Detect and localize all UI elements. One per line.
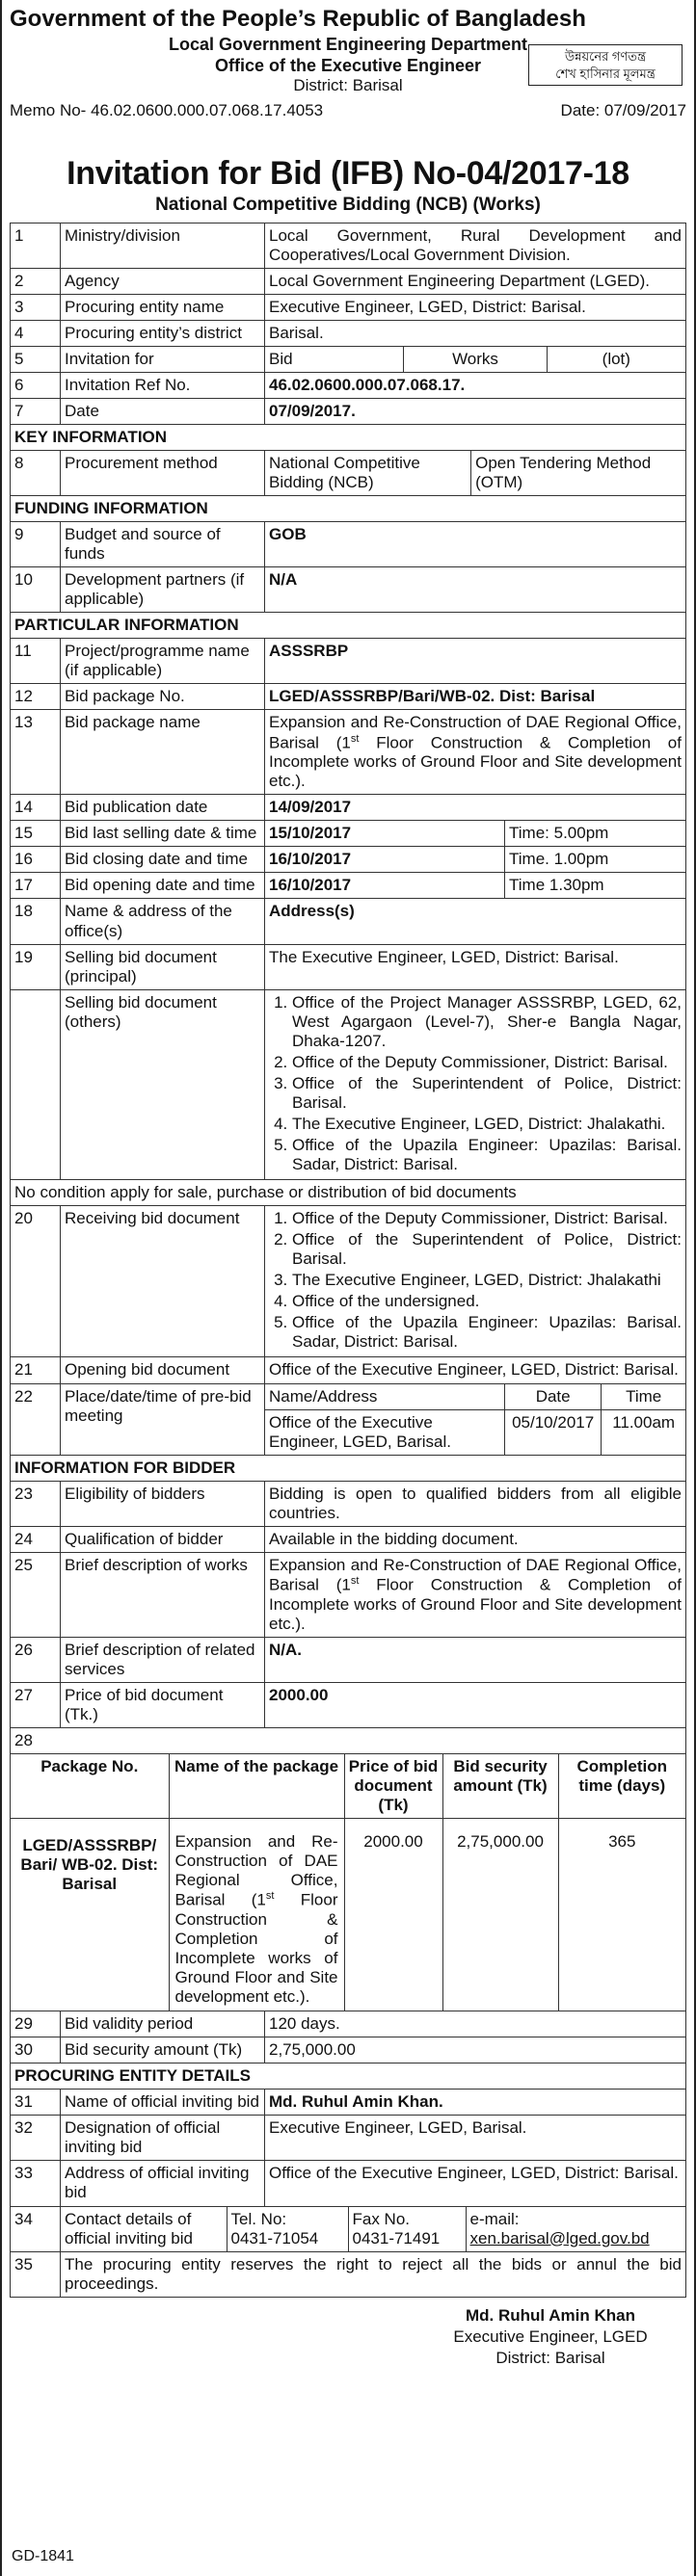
row-value: N/A xyxy=(265,567,686,613)
prebid-place: Office of the Executive Engineer, LGED, Barisal. xyxy=(265,1409,505,1455)
row-number: 8 xyxy=(11,450,61,495)
row-number: 1 xyxy=(11,223,61,268)
row-label: Ministry/division xyxy=(61,223,265,268)
table-row xyxy=(11,989,686,1179)
package-header: Package No. xyxy=(11,1754,169,1819)
table-row xyxy=(11,1357,686,1383)
table-row xyxy=(11,2011,686,2037)
table-row xyxy=(11,450,686,495)
date-value: 16/10/2017 xyxy=(265,873,505,898)
row-label: Selling bid document (principal) xyxy=(61,944,265,989)
row-number: 11 xyxy=(11,639,61,684)
signature-block xyxy=(415,2305,686,2369)
table-row xyxy=(11,684,686,710)
row-value xyxy=(265,847,686,873)
office-name: Office of the Executive Engineer xyxy=(214,55,482,75)
row-number: 20 xyxy=(11,1206,61,1357)
table-row xyxy=(11,2090,686,2116)
list-item: 1. Office of the Project Manager ASSSRBP, LGED, 62, West Agargaon (Level-7), Sher-e Bangla Nagar, Dhaka-1207. xyxy=(292,993,682,1051)
row-value: Local Government, Rural Development and Cooperatives/Local Government Division. xyxy=(265,223,686,268)
slogan-box xyxy=(528,44,683,86)
no-condition-note: No condition apply for sale, purchase or distribution of bid documents xyxy=(11,1180,686,1206)
package-price: 2000.00 xyxy=(344,1819,442,2011)
row-label: Eligibility of bidders xyxy=(61,1481,265,1526)
text-part: Floor Construction & Completion of Incomplete works of Ground Floor and Site development etc.). xyxy=(269,1575,682,1633)
list-item: 1. Office of the Deputy Commissioner, District: Barisal. xyxy=(292,1209,682,1228)
row-label: Price of bid document (Tk.) xyxy=(61,1682,265,1727)
time-value: Time 1.30pm xyxy=(509,876,604,895)
table-row xyxy=(11,1481,686,1526)
row-value: The procuring entity reserves the right to reject all the bids or annul the bid proceedings. xyxy=(61,2251,686,2297)
package-completion: 365 xyxy=(558,1819,685,2011)
table-row xyxy=(11,944,686,989)
row-label: Name of official inviting bid xyxy=(61,2090,265,2116)
row-number: 14 xyxy=(11,795,61,821)
row-number: 15 xyxy=(11,821,61,847)
row-value: ASSSRBP xyxy=(265,639,686,684)
row-label: Invitation Ref No. xyxy=(61,372,265,398)
time-value: Time. 1.00pm xyxy=(509,850,609,869)
row-number: 12 xyxy=(11,684,61,710)
invitation-for-bid: Bid xyxy=(265,347,404,372)
row-number: 17 xyxy=(11,873,61,899)
superscript: st xyxy=(350,732,360,745)
row-number: 34 xyxy=(11,2206,61,2251)
row-label: Bid security amount (Tk) xyxy=(61,2037,265,2063)
table-row xyxy=(11,847,686,873)
list-item: 3. The Executive Engineer, LGED, District: Jhalakathi xyxy=(292,1271,682,1290)
signatory-designation: Executive Engineer, LGED xyxy=(453,2326,648,2346)
row-label: Date xyxy=(61,398,265,424)
row-label: Receiving bid document xyxy=(61,1206,265,1357)
table-row xyxy=(11,710,686,795)
row-value: 46.02.0600.000.07.068.17. xyxy=(265,372,686,398)
table-row xyxy=(11,1383,686,1455)
row-label: Bid last selling date & time xyxy=(61,821,265,847)
prebid-name-header: Name/Address xyxy=(265,1384,505,1410)
row-value: Barisal. xyxy=(265,320,686,346)
package-number: LGED/ASSSRBP/ Bari/ WB-02. Dist: Barisal xyxy=(11,1819,169,2011)
ifb-table xyxy=(10,223,686,2298)
row-number xyxy=(11,989,61,1179)
row-number: 28 xyxy=(11,1728,685,1754)
row-number: 2 xyxy=(11,268,61,294)
table-row xyxy=(11,1727,686,2011)
superscript: st xyxy=(350,1574,360,1587)
row-number: 33 xyxy=(11,2161,61,2206)
row-label: Place/date/time of pre-bid meeting xyxy=(61,1383,265,1455)
footer-code: GD-1841 xyxy=(12,2548,74,2565)
table-row xyxy=(11,398,686,424)
row-value xyxy=(265,1206,686,1357)
row-number: 31 xyxy=(11,2090,61,2116)
tel-value: 0431-71054 xyxy=(230,2228,319,2247)
table-row xyxy=(11,2116,686,2161)
slogan-line-1: উন্নয়নের গণতন্ত্র xyxy=(564,49,647,64)
section-heading: INFORMATION FOR BIDDER xyxy=(11,1455,686,1481)
ifb-title: Invitation for Bid (IFB) No-04/2017-18 xyxy=(67,155,629,192)
row-value: 2000.00 xyxy=(265,1682,686,1727)
table-row xyxy=(11,372,686,398)
table-row xyxy=(11,1637,686,1682)
row-number: 4 xyxy=(11,320,61,346)
row-number: 6 xyxy=(11,372,61,398)
prebid-date-header: Date xyxy=(505,1384,602,1410)
procurement-ncb: National Competitive Bidding (NCB) xyxy=(265,451,471,495)
list-item: 4. Office of the undersigned. xyxy=(292,1292,682,1311)
date-value: 16/10/2017 xyxy=(265,847,505,872)
table-row xyxy=(11,2037,686,2063)
row-label: Development partners (if applicable) xyxy=(61,567,265,613)
row-label: Bid validity period xyxy=(61,2011,265,2037)
row-value: N/A. xyxy=(265,1637,686,1682)
row-label: Procuring entity’s district xyxy=(61,320,265,346)
row-number: 16 xyxy=(11,847,61,873)
slogan-line-2: শেখ হাসিনার মূলমন্ত্র xyxy=(555,66,656,81)
row-label: Agency xyxy=(61,268,265,294)
row-number: 32 xyxy=(11,2116,61,2161)
row-label: Bid package name xyxy=(61,710,265,795)
row-number: 29 xyxy=(11,2011,61,2037)
row-label: Designation of official inviting bid xyxy=(61,2116,265,2161)
row-value: Address(s) xyxy=(265,899,686,944)
row-number: 35 xyxy=(11,2251,61,2297)
receiving-offices-list xyxy=(269,1209,682,1352)
row-label: Bid opening date and time xyxy=(61,873,265,899)
row-number: 25 xyxy=(11,1552,61,1637)
row-value: Available in the bidding document. xyxy=(265,1526,686,1552)
row-value xyxy=(265,1383,686,1455)
email-link[interactable]: xen.barisal@lged.gov.bd xyxy=(469,2228,650,2247)
contact-email xyxy=(466,2207,685,2251)
invitation-for-works: Works xyxy=(404,347,547,372)
row-number: 5 xyxy=(11,346,61,372)
tel-label: Tel. No: xyxy=(230,2209,287,2228)
selling-offices-list xyxy=(269,993,682,1174)
row-label: Qualification of bidder xyxy=(61,1526,265,1552)
row-label: Contact details of official inviting bid xyxy=(61,2207,227,2251)
table-row xyxy=(11,320,686,346)
memo-date: Date: 07/09/2017 xyxy=(560,100,686,119)
row-label: Bid closing date and time xyxy=(61,847,265,873)
row-label: Opening bid document xyxy=(61,1357,265,1383)
row-value xyxy=(265,821,686,847)
fax-label: Fax No. xyxy=(352,2209,411,2228)
row-label: Bid publication date xyxy=(61,795,265,821)
row-value: LGED/ASSSRBP/Bari/WB-02. Dist: Barisal xyxy=(265,684,686,710)
row-number: 13 xyxy=(11,710,61,795)
row-label: Invitation for xyxy=(61,346,265,372)
table-row xyxy=(11,294,686,320)
invitation-for-lot: (lot) xyxy=(602,349,630,368)
row-value xyxy=(265,989,686,1179)
district-name: District: Barisal xyxy=(293,75,403,94)
ncb-subtitle: National Competitive Bidding (NCB) (Works) xyxy=(155,195,541,216)
text-part: Expansion and Re-Construction of DAE Regional Office, Barisal (1 xyxy=(269,713,682,752)
contact-details xyxy=(61,2206,686,2251)
row-number: 22 xyxy=(11,1383,61,1455)
row-value xyxy=(265,710,686,795)
row-number: 26 xyxy=(11,1637,61,1682)
row-value xyxy=(265,873,686,899)
row-value: GOB xyxy=(265,522,686,567)
list-item: 5. Office of the Upazila Engineer: Upazilas: Barisal. Sadar, District: Barisal. xyxy=(292,1136,682,1174)
row-number: 27 xyxy=(11,1682,61,1727)
row-label: Bid package No. xyxy=(61,684,265,710)
table-row xyxy=(11,223,686,268)
package-name xyxy=(169,1819,344,2011)
row-number: 23 xyxy=(11,1481,61,1526)
table-row xyxy=(11,899,686,944)
table-row xyxy=(11,522,686,567)
row-label: Brief description of related services xyxy=(61,1637,265,1682)
fax-value: 0431-71491 xyxy=(352,2228,441,2247)
row-label: Project/programme name (if applicable) xyxy=(61,639,265,684)
row-number: 24 xyxy=(11,1526,61,1552)
package-security: 2,75,000.00 xyxy=(442,1819,558,2011)
signatory-district: District: Barisal xyxy=(495,2348,605,2367)
package-header: Price of bid document (Tk) xyxy=(344,1754,442,1819)
package-header: Bid security amount (Tk) xyxy=(442,1754,558,1819)
row-label: Brief description of works xyxy=(61,1552,265,1637)
text-part: Floor Construction & Completion of Incomplete works of Ground Floor and Site development etc.). xyxy=(174,1890,338,2007)
package-header: Name of the package xyxy=(169,1754,344,1819)
list-item: 4. The Executive Engineer, LGED, District: Jhalakathi. xyxy=(292,1115,682,1134)
list-item: 2. Office of the Superintendent of Police, District: Barisal. xyxy=(292,1230,682,1269)
table-row xyxy=(11,1206,686,1357)
row-number: 19 xyxy=(11,944,61,989)
table-row xyxy=(11,873,686,899)
prebid-date: 05/10/2017 xyxy=(505,1409,602,1455)
row-value: The Executive Engineer, LGED, District: Barisal. xyxy=(265,944,686,989)
table-row xyxy=(11,795,686,821)
table-row xyxy=(11,1682,686,1727)
package-table xyxy=(11,1754,685,2011)
table-row xyxy=(11,821,686,847)
row-number: 7 xyxy=(11,398,61,424)
date-value: 15/10/2017 xyxy=(265,821,505,846)
government-title: Government of the People’s Republic of Bangladesh xyxy=(10,6,586,32)
text-part: Floor Construction & Completion of Incomplete works of Ground Floor and Site development etc.). xyxy=(269,733,682,791)
row-label: Budget and source of funds xyxy=(61,522,265,567)
table-row xyxy=(11,1552,686,1637)
row-value: Bidding is open to qualified bidders from all eligible countries. xyxy=(265,1481,686,1526)
table-row xyxy=(11,2161,686,2206)
row-value: Office of the Executive Engineer, LGED, District: Barisal. xyxy=(265,1357,686,1383)
section-heading: PARTICULAR INFORMATION xyxy=(11,613,686,639)
text-part: Expansion and Re-Construction of DAE Regional Office, Barisal (1 xyxy=(174,1832,338,1909)
contact-fax xyxy=(348,2207,466,2251)
table-row xyxy=(11,2251,686,2297)
list-item: 3. Office of the Superintendent of Police, District: Barisal. xyxy=(292,1074,682,1113)
row-value: 07/09/2017. xyxy=(265,398,686,424)
email-label: e-mail: xyxy=(469,2209,520,2228)
row-number: 9 xyxy=(11,522,61,567)
row-value: 120 days. xyxy=(265,2011,686,2037)
row-value: Executive Engineer, LGED, District: Barisal. xyxy=(265,294,686,320)
text-part: Expansion and Re-Construction of DAE Regional Office, Barisal (1 xyxy=(269,1555,682,1594)
notice-header xyxy=(10,6,686,150)
row-value: 14/09/2017 xyxy=(265,795,686,821)
row-number: 21 xyxy=(11,1357,61,1383)
row-label: Procurement method xyxy=(61,450,265,495)
package-header: Completion time (days) xyxy=(558,1754,685,1819)
row-number: 18 xyxy=(11,899,61,944)
prebid-time: 11.00am xyxy=(612,1412,676,1432)
table-row xyxy=(11,1526,686,1552)
memo-number: Memo No- 46.02.0600.000.07.068.17.4053 xyxy=(10,100,324,119)
row-number: 10 xyxy=(11,567,61,613)
section-heading: FUNDING INFORMATION xyxy=(11,496,686,522)
row-value xyxy=(265,346,686,372)
signatory-name: Md. Ruhul Amin Khan xyxy=(466,2305,635,2325)
row-value xyxy=(265,450,686,495)
list-item: 5. Office of the Upazila Engineer: Upazilas: Barisal. Sadar, District: Barisal. xyxy=(292,1313,682,1352)
package-section xyxy=(11,1727,686,2011)
table-row xyxy=(11,639,686,684)
row-value xyxy=(265,1552,686,1637)
row-value: Office of the Executive Engineer, LGED, District: Barisal. xyxy=(265,2161,686,2206)
row-label: Address of official inviting bid xyxy=(61,2161,265,2206)
superscript: st xyxy=(265,1890,275,1903)
table-row xyxy=(11,268,686,294)
row-value: Local Government Engineering Department (LGED). xyxy=(265,268,686,294)
list-item: 2. Office of the Deputy Commissioner, District: Barisal. xyxy=(292,1053,682,1072)
procurement-otm: Open Tendering Method (OTM) xyxy=(475,453,652,491)
table-row xyxy=(11,2206,686,2251)
section-heading: PROCURING ENTITY DETAILS xyxy=(11,2063,686,2090)
row-value: 2,75,000.00 xyxy=(265,2037,686,2063)
memo-row xyxy=(10,101,686,120)
row-number: 30 xyxy=(11,2037,61,2063)
row-number: 3 xyxy=(11,294,61,320)
table-row xyxy=(11,567,686,613)
table-row xyxy=(11,346,686,372)
department-name: Local Government Engineering Department xyxy=(168,35,528,55)
row-value: Md. Ruhul Amin Khan. xyxy=(265,2090,686,2116)
time-value: Time: 5.00pm xyxy=(509,824,609,843)
row-label: Name & address of the office(s) xyxy=(61,899,265,944)
row-label: Selling bid document (others) xyxy=(61,989,265,1179)
prebid-time-header: Time xyxy=(602,1384,685,1410)
contact-tel xyxy=(227,2207,348,2251)
row-value: Executive Engineer, LGED, Barisal. xyxy=(265,2116,686,2161)
section-heading: KEY INFORMATION xyxy=(11,424,686,450)
row-label: Procuring entity name xyxy=(61,294,265,320)
